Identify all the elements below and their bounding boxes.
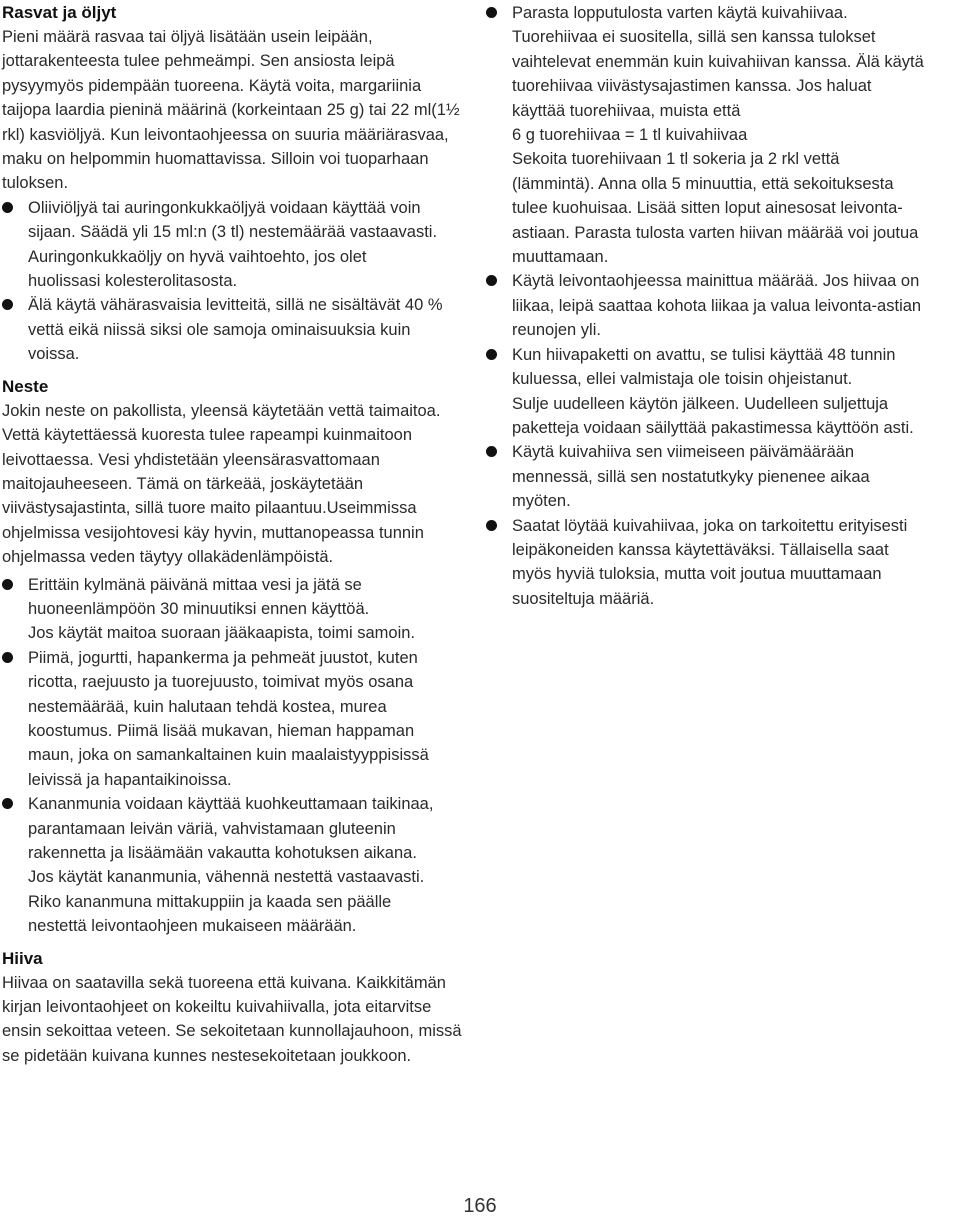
bullet-text-line: leipäkoneiden kanssa käytettäväksi. Tällaisella saat <box>512 540 889 559</box>
bullet-text-line: rakennetta ja lisäämään vakautta kohotuksen aikana. <box>28 844 417 862</box>
bullet-text-line: Sulje uudelleen käytön jälkeen. Uudelleen suljettuja <box>512 394 889 413</box>
bullet-text-line: nestettä leivontaohjeen mukaiseen määrään. <box>28 917 357 936</box>
left-column <box>2 0 468 1068</box>
paragraph-line: Useimmissa ohjelmissa vesijohtovesi käy hyvin, mutta <box>2 499 417 542</box>
yeast-tip-bullet-item <box>486 343 958 441</box>
paragraph-line: jauhoon, missä se pidetään kuivana kunnes neste <box>2 1022 462 1065</box>
bullet-text-line: paketteja voidaan säilyttää pakastimessa käyttöön asti. <box>512 418 914 437</box>
bullet-text-line: Erittäin kylmänä päivänä mittaa vesi ja jätä se <box>28 575 362 594</box>
bullet-text-line: nestemäärää, kuin halutaan tehdä kostea, murea <box>28 697 387 716</box>
yeast-heading: Hiiva <box>2 948 43 968</box>
bullet-text-line: Riko kananmuna mittakuppiin ja kaada sen päälle <box>28 892 392 911</box>
bullet-text-line: parantamaan leivän väriä, vahvistamaan gluteenin <box>28 819 396 838</box>
liquid-bullet-list <box>2 573 468 939</box>
bullet-text-line: Jos käytät maitoa suoraan jääkaapista, toimi samoin. <box>28 624 416 643</box>
liquid-heading: Neste <box>2 376 49 396</box>
fats-bullet-item <box>2 293 468 366</box>
bullet-text-line: Auringonkukkaöljy on hyvä vaihtoehto, jos olet <box>28 247 367 266</box>
bullet-dot-icon <box>486 520 497 531</box>
bullet-text-line: vettä eikä niissä siksi ole samoja ominaisuuksia kuin <box>28 320 411 339</box>
bullet-text-line: huoneenlämpöön 30 minuutiksi ennen käyttöä. <box>28 599 370 618</box>
bullet-text-line: tulee kuohuisaa. Lisää sitten loput ainesosat leivonta- <box>512 199 903 218</box>
bullet-dot-icon <box>2 798 13 809</box>
bullet-text-line: (lämmintä). Anna olla 5 minuuttia, että sekoituksesta <box>512 174 894 193</box>
bullet-text-line: myöten. <box>512 492 571 511</box>
bullet-text-line: Käytä leivontaohjeessa mainittua määrää. Jos hiivaa on <box>512 272 920 291</box>
paragraph-line: myös pidempään tuoreena. Käytä voita, margariinia tai <box>2 76 422 120</box>
bullet-text-line: vaihtelevat enemmän kuin kuivahiivan kanssa. Älä käytä <box>512 52 924 71</box>
paragraph-line: parhaan tuloksen. <box>2 150 429 193</box>
bullet-text-line: suositeltuja määriä. <box>512 589 655 608</box>
bullet-text-line: myös hyviä tuloksia, mutta voit joutua muuttamaan <box>512 565 882 584</box>
paragraph-line: rasvaa, maku on helpommin huomattavissa. Silloin voi tuo <box>2 125 449 169</box>
paragraph-line: Pieni määrä rasvaa tai öljyä lisätään usein leipään, jotta <box>2 28 373 71</box>
bullet-text-line: käyttää tuorehiivaa, muista että <box>512 101 741 120</box>
bullet-dot-icon <box>2 652 13 663</box>
yeast-tip-bullet-item <box>486 269 958 342</box>
paragraph-line: nopeassa tunnin ohjelmassa veden täytyy olla <box>2 523 424 567</box>
paragraph-line: tarvitse ensin sekoittaa veteen. Se sekoitetaan kunnolla <box>2 998 432 1041</box>
bullet-dot-icon <box>486 349 497 360</box>
bullet-text-line: Kananmunia voidaan käyttää kuohkeuttamaan taikinaa, <box>28 795 434 814</box>
paragraph-line: (1½ rkl) kasviöljyä. Kun leivontaohjeessa on suuria määriä <box>2 101 460 144</box>
bullet-dot-icon <box>2 202 13 213</box>
liquid-bullet-item <box>2 573 468 646</box>
bullet-text-line: leivissä ja hapantaikinoissa. <box>28 770 232 789</box>
paragraph-line: Hiivaa on saatavilla sekä tuoreena että kuivana. Kaikki <box>2 973 401 992</box>
paragraph-line: kädenlämpöistä. <box>212 548 334 567</box>
bullet-text-line: tuorehiivaa viivästysajastimen kanssa. Jos haluat <box>512 77 872 96</box>
fats-bullet-list <box>2 196 468 367</box>
bullet-text-line: Tuorehiivaa ei suositella, sillä sen kanssa tulokset <box>512 28 876 47</box>
yeast-intro <box>2 971 468 1069</box>
paragraph-line: sekoitetaan joukkoon. <box>251 1046 412 1065</box>
bullet-text-line: astiaan. Parasta tulosta varten hiivan määrää voi joutua <box>512 223 919 242</box>
bullet-text-line: Sekoita tuorehiivaan 1 tl sokeria ja 2 rkl vettä <box>512 150 840 169</box>
bullet-text-line: Oliiviöljyä tai auringonkukkaöljyä voidaan käyttää voin <box>28 198 421 217</box>
bullet-text-line: Piimä, jogurtti, hapankerma ja pehmeät juustot, kuten <box>28 648 418 667</box>
bullet-text-line: kuluessa, ellei valmistaja ole toisin ohjeistanut. <box>512 370 853 389</box>
paragraph-line: maitoon leivottaessa. Vesi yhdistetään yleensä <box>2 426 412 469</box>
bullet-text-line: Käytä kuivahiiva sen viimeiseen päivämäärään <box>512 443 855 462</box>
page-number: 166 <box>463 1195 497 1217</box>
liquid-intro <box>2 399 468 570</box>
bullet-text-line: mennessä, sillä sen nostatutkyky pienenee aikaa <box>512 467 870 486</box>
paragraph-line: jopa laardia pieninä määrinä (korkeintaan 25 g) tai 22 ml <box>19 101 432 120</box>
fats-intro <box>2 25 468 196</box>
bullet-dot-icon <box>486 7 497 18</box>
bullet-dot-icon <box>2 299 13 310</box>
bullet-text-line: koostumus. Piimä lisää mukavan, hieman happaman <box>28 721 415 740</box>
yeast-tip-bullet-item <box>486 514 958 612</box>
paragraph-line: Jokin neste on pakollista, yleensä käytetään vettä tai <box>2 401 387 420</box>
liquid-bullet-item <box>2 646 468 792</box>
yeast-tips-bullet-list <box>486 1 958 611</box>
bullet-text-line: huolissasi kolesterolitasosta. <box>28 272 238 291</box>
paragraph-line: tämän kirjan leivontaohjeet on kokeiltu kuivahiivalla, jota ei <box>2 973 446 1017</box>
paragraph-line: rasvattomaan maitojauheeseen. Tämä on tärkeää, jos <box>2 450 380 493</box>
bullet-text-line: 6 g tuorehiivaa = 1 tl kuivahiivaa <box>512 126 748 145</box>
bullet-text-line: reunojen yli. <box>512 321 601 340</box>
bullet-dot-icon <box>486 446 497 457</box>
bullet-dot-icon <box>2 579 13 590</box>
yeast-tip-bullet-item <box>486 440 958 513</box>
bullet-text-line: muuttamaan. <box>512 248 609 267</box>
paragraph-line: käytetään viivästysajastinta, sillä tuore maito pilaantuu. <box>2 474 364 518</box>
bullet-text-line: voissa. <box>28 345 80 364</box>
yeast-tip-bullet-item <box>486 1 958 269</box>
paragraph-line: rakenteesta tulee pehmeämpi. Sen ansiosta leipä pysyy <box>2 52 395 95</box>
bullet-text-line: Älä käytä vähärasvaisia levitteitä, sillä ne sisältävät 40 % <box>28 296 443 315</box>
bullet-dot-icon <box>486 275 497 286</box>
bullet-text-line: liikaa, leipä saattaa kohota liikaa ja valua leivonta-astian <box>512 296 922 315</box>
bullet-text-line: maun, joka on samankaltainen kuin maalaistyyppisissä <box>28 746 429 765</box>
bullet-text-line: Kun hiivapaketti on avattu, se tulisi käyttää 48 tunnin <box>512 345 896 364</box>
bullet-text-line: Parasta lopputulosta varten käytä kuivahiivaa. <box>512 4 848 22</box>
liquid-bullet-item <box>2 792 468 938</box>
fats-heading: Rasvat ja öljyt <box>2 3 117 22</box>
fats-bullet-item <box>2 196 468 294</box>
bullet-text-line: ricotta, raejuusto ja tuorejuusto, toimivat myös osana <box>28 673 414 692</box>
bullet-text-line: Jos käytät kananmunia, vähennä nestettä vastaavasti. <box>28 868 425 887</box>
right-column <box>486 0 958 611</box>
paragraph-line: maitoa. Vettä käytettäessä kuoresta tulee rapeampi kuin <box>2 401 441 445</box>
bullet-text-line: Saatat löytää kuivahiivaa, joka on tarkoitettu erityisesti <box>512 516 908 535</box>
bullet-text-line: sijaan. Säädä yli 15 ml:n (3 tl) nestemäärää vastaavasti. <box>28 223 438 242</box>
